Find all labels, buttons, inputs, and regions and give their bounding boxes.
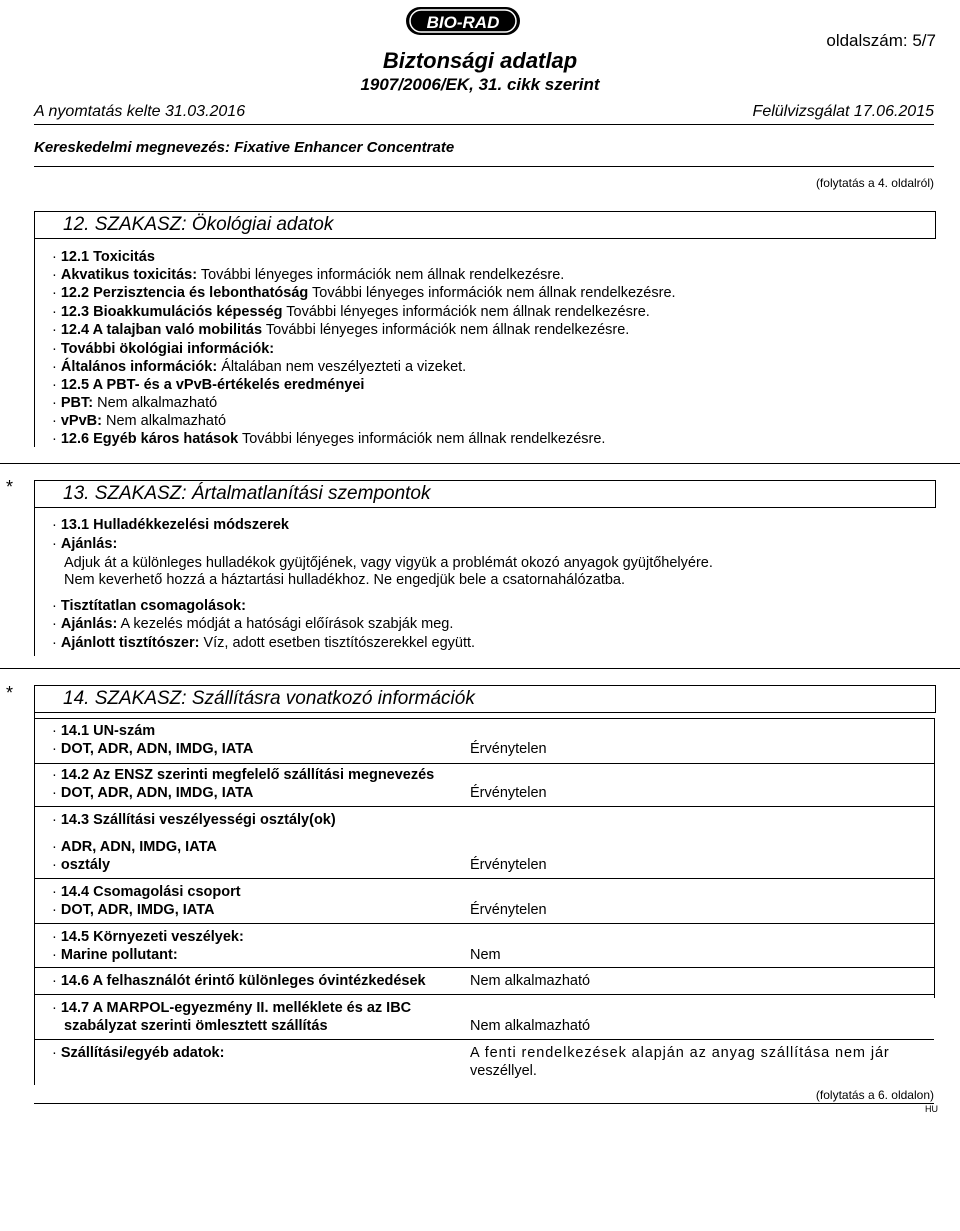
s13-line-6: · Ajánlás: A kezelés módját a hatósági előírások szabják meg.: [52, 616, 454, 632]
section-14-right-rule: [934, 718, 935, 998]
section-14-top-rule: [0, 668, 960, 669]
s12-line: · További ökológiai információk:: [52, 341, 275, 357]
s14-row8-value-2: veszéllyel.: [470, 1063, 537, 1079]
s14-row2-modes: · DOT, ADR, ADN, IMDG, IATA: [52, 785, 254, 801]
s12-line: · Általános információk: Általában nem veszélyezteti a vizeket.: [52, 359, 467, 375]
s12-line: · 12.1 Toxicitás: [52, 249, 155, 265]
s13-line-1: · 13.1 Hulladékkezelési módszerek: [52, 517, 289, 533]
s14-row4-modes: · DOT, ADR, IMDG, IATA: [52, 902, 215, 918]
logo-text: BIO-RAD: [426, 13, 500, 32]
s13-line-5: · Tisztítatlan csomagolások:: [52, 598, 246, 614]
section-14-header: [34, 685, 936, 713]
s12-line: · 12.6 Egyéb káros hatások További lényeges információk nem állnak rendelkezésre.: [52, 431, 606, 447]
s14-row7-value: Nem alkalmazható: [470, 1018, 591, 1034]
s14-row5-label: · Marine pollutant:: [52, 947, 178, 963]
s13-line-2: · Ajánlás:: [52, 536, 118, 552]
s13-line-3: Adjuk át a különleges hulladékok gyüjtőjének, vagy vigyük a problémát okozó anyagok gyüjtőhelyére.: [64, 555, 713, 571]
header-divider: [34, 124, 934, 125]
s14-row3-value: Érvénytelen: [470, 857, 547, 873]
s13-line-4: Nem keverhető hozzá a háztartási hulladékhoz. Ne engedjük bele a csatornahálózatba.: [64, 572, 626, 588]
change-marker: *: [6, 477, 14, 497]
s12-line: · 12.3 Bioakkumulációs képesség További lényeges információk nem állnak rendelkezésre.: [52, 304, 650, 320]
s14-sep-0: [34, 718, 934, 719]
s14-row7-title-2: szabályzat szerinti ömlesztett szállítás: [64, 1018, 328, 1034]
s12-line: · vPvB: Nem alkalmazható: [52, 413, 227, 429]
s14-row1-value: Érvénytelen: [470, 741, 547, 757]
s14-sep-5: [34, 967, 934, 968]
s14-row4-value: Érvénytelen: [470, 902, 547, 918]
s14-row8-value-1: A fenti rendelkezések alapján az anyag szállítása nem jár: [470, 1045, 890, 1061]
language-code: HU: [925, 1104, 938, 1114]
s13-line-7: · Ajánlott tisztítószer: Víz, adott esetben tisztítószerekkel együtt.: [52, 635, 476, 651]
section-13-header: [34, 480, 936, 508]
s14-sep-1: [34, 763, 934, 764]
s12-line: · 12.2 Perzisztencia és lebonthatóság További lényeges információk nem állnak rendelkezésre.: [52, 285, 676, 301]
trade-name: Kereskedelmi megnevezés: Fixative Enhancer Concentrate: [34, 139, 455, 156]
print-date: A nyomtatás kelte 31.03.2016: [34, 103, 246, 120]
s14-row5-title: · 14.5 Környezeti veszélyek:: [52, 929, 244, 945]
footer-divider: [34, 1103, 934, 1104]
s14-row3-modes: · ADR, ADN, IMDG, IATA: [52, 839, 217, 855]
s14-sep-2: [34, 806, 934, 807]
section-12-rule: [34, 237, 35, 447]
s14-row1-modes: · DOT, ADR, ADN, IMDG, IATA: [52, 741, 254, 757]
document-subtitle: 1907/2006/EK, 31. cikk szerint: [360, 75, 600, 94]
section-14-rule: [34, 711, 35, 1085]
s12-line: · Akvatikus toxicitás: További lényeges információk nem állnak rendelkezésre.: [52, 267, 565, 283]
s14-row3-class: · osztály: [52, 857, 111, 873]
section-13-rule: [34, 506, 35, 656]
section-12-title: 12. SZAKASZ: Ökológiai adatok: [63, 214, 334, 235]
s14-sep-6: [34, 994, 934, 995]
section-13-title: 13. SZAKASZ: Ártalmatlanítási szempontok: [63, 483, 431, 504]
s14-row3-title: · 14.3 Szállítási veszélyességi osztály(ok): [52, 812, 336, 828]
s14-row2-value: Érvénytelen: [470, 785, 547, 801]
revision-date: Felülvizsgálat 17.06.2015: [752, 103, 934, 120]
s14-row1-title: · 14.1 UN-szám: [52, 723, 156, 739]
s14-row2-title: · 14.2 Az ENSZ szerinti megfelelő szállítási megnevezés: [52, 767, 435, 783]
s14-row6-title: · 14.6 A felhasználót érintő különleges óvintézkedések: [52, 973, 426, 989]
s14-sep-7: [34, 1039, 934, 1040]
document-title: Biztonsági adatlap: [382, 48, 578, 73]
s14-sep-3: [34, 878, 934, 879]
s12-line: · 12.5 A PBT- és a vPvB-értékelés eredményei: [52, 377, 365, 393]
section-12-header: [34, 211, 936, 239]
s12-line: · 12.4 A talajban való mobilitás További lényeges információk nem állnak rendelkezésre.: [52, 322, 630, 338]
s12-line: · PBT: Nem alkalmazható: [52, 395, 218, 411]
header-divider-2: [34, 166, 934, 167]
section-14-title: 14. SZAKASZ: Szállításra vonatkozó információk: [63, 688, 475, 709]
change-marker-14: *: [6, 683, 14, 703]
s14-row7-title: · 14.7 A MARPOL-egyezmény II. melléklete és az IBC: [52, 1000, 412, 1016]
continued-to: (folytatás a 6. oldalon): [815, 1088, 934, 1102]
continued-from: (folytatás a 4. oldalról): [815, 176, 934, 190]
section-13-top-rule: [0, 463, 960, 464]
s14-row6-value: Nem alkalmazható: [470, 973, 591, 989]
s14-row4-title: · 14.4 Csomagolási csoport: [52, 884, 241, 900]
s14-row8-title: · Szállítási/egyéb adatok:: [52, 1045, 225, 1061]
bio-rad-logo: [405, 6, 521, 36]
s14-sep-4: [34, 923, 934, 924]
page-number: oldalszám: 5/7: [826, 31, 936, 50]
s14-row5-value: Nem: [470, 947, 501, 963]
